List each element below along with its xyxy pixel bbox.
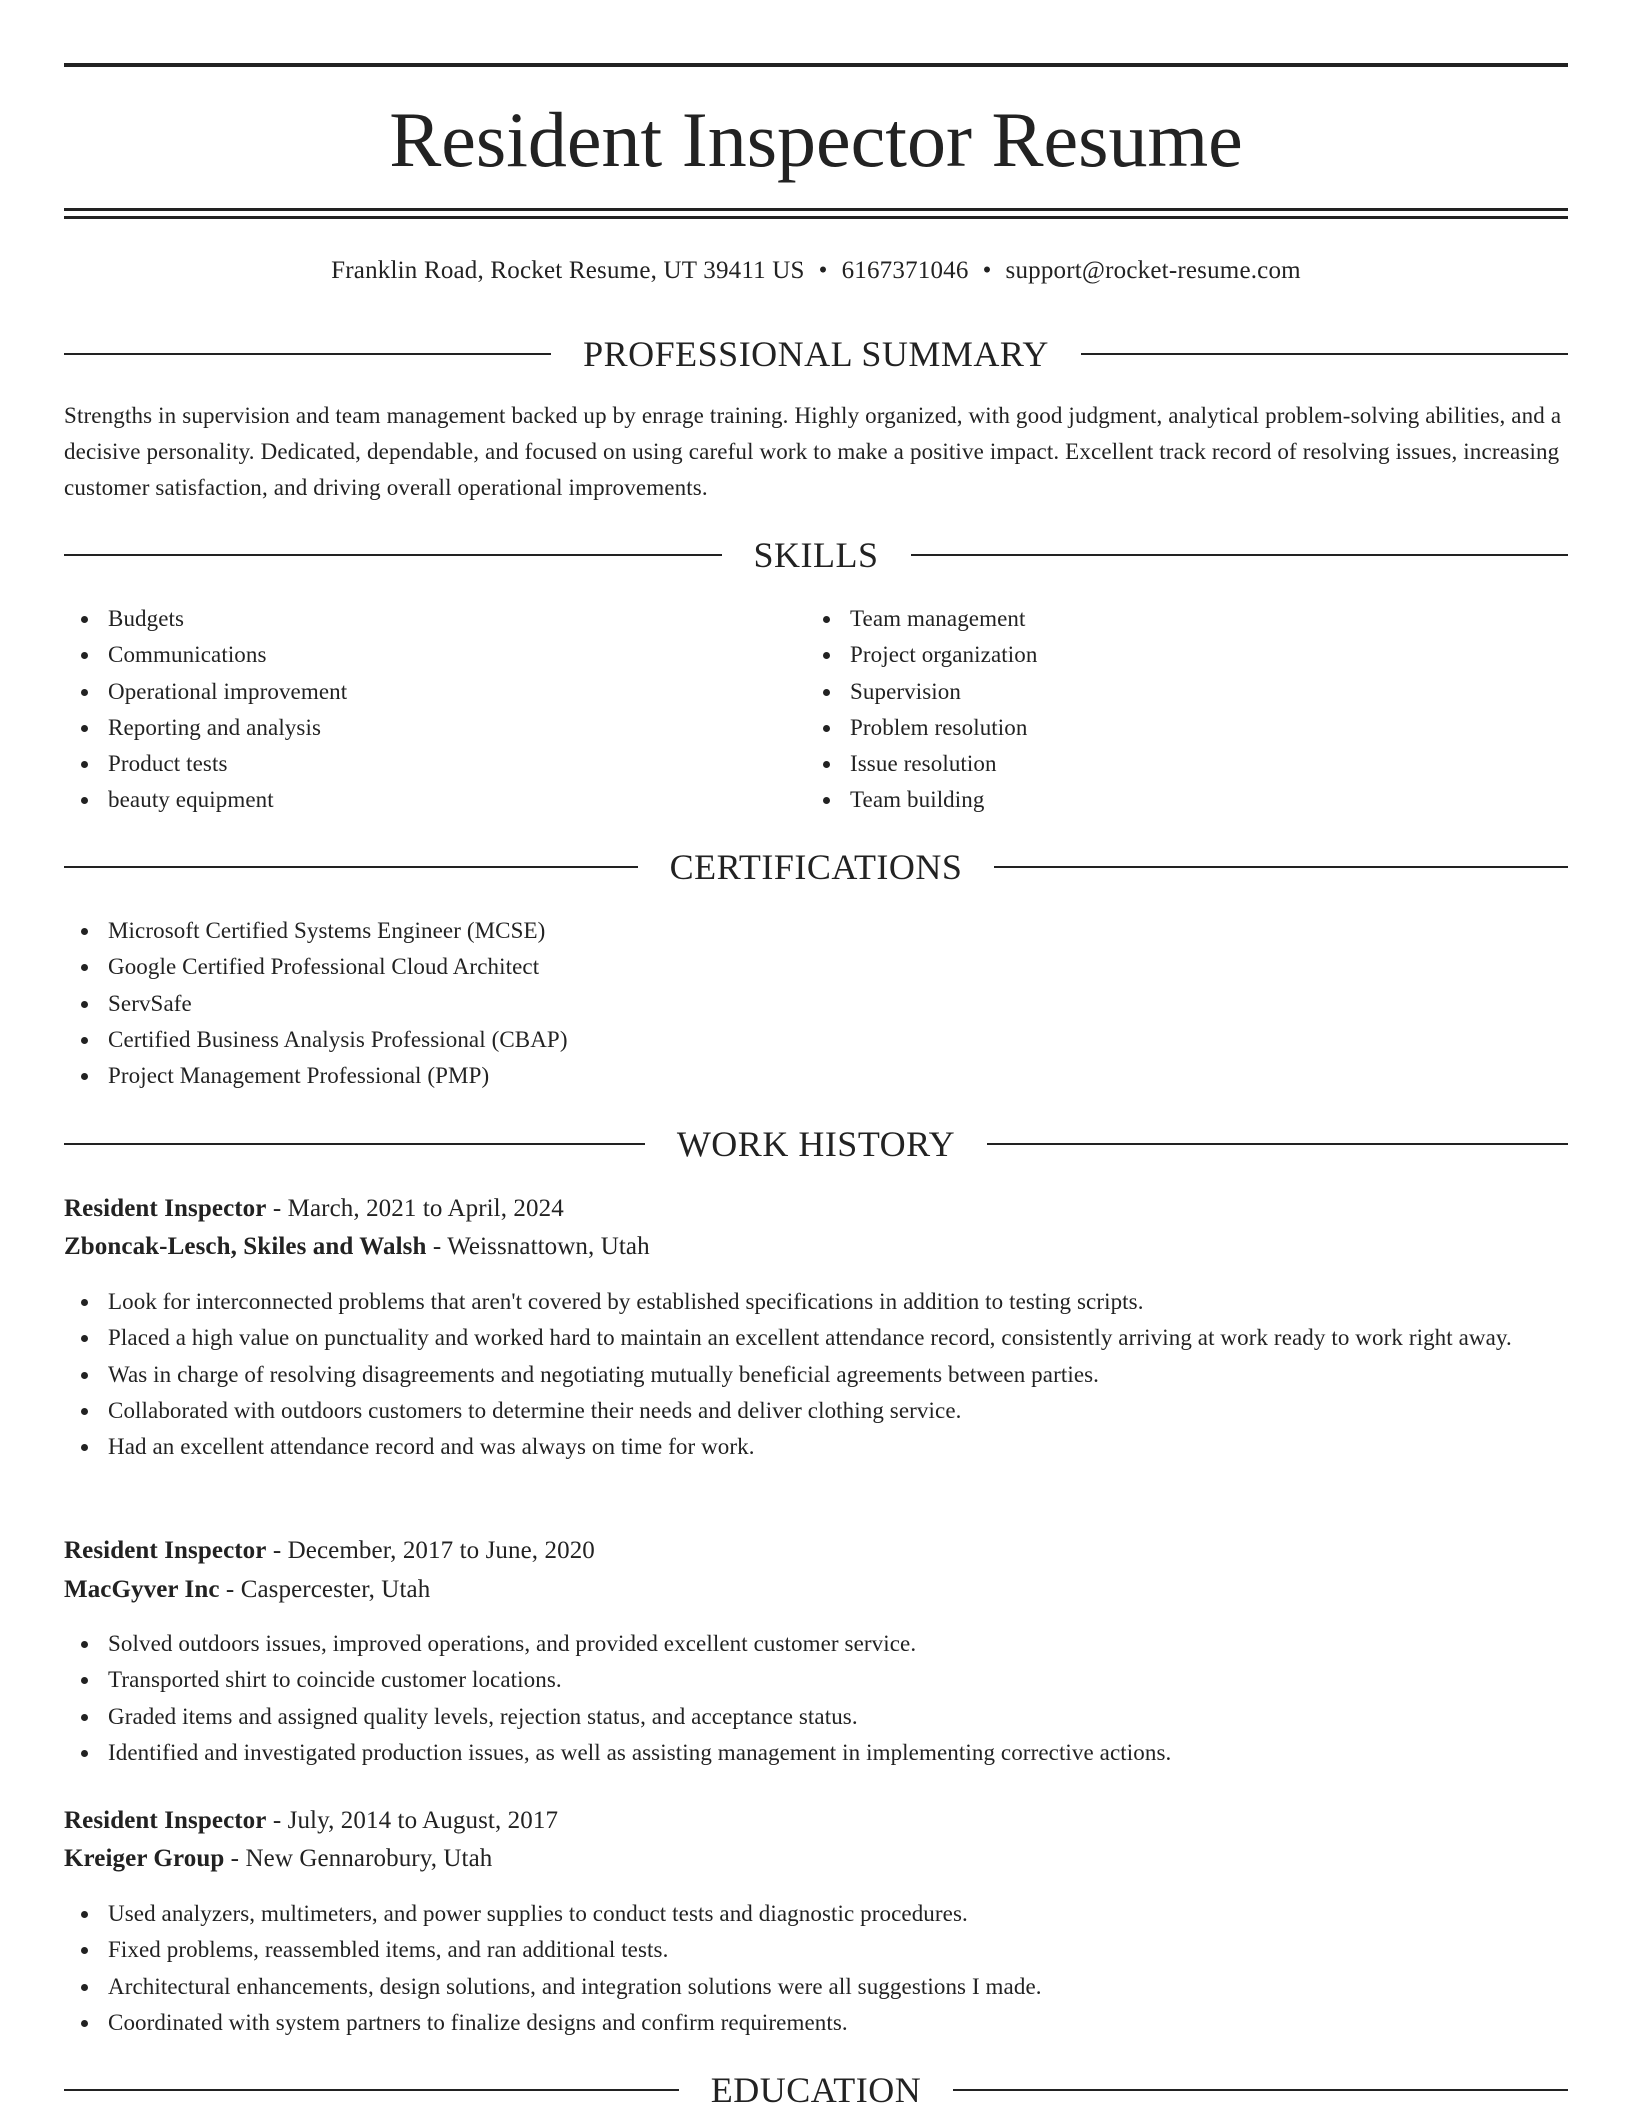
certification-item: Microsoft Certified Systems Engineer (MCSE) <box>64 913 1568 949</box>
section-rule <box>953 2089 1568 2091</box>
skills-list-right <box>806 601 1566 819</box>
job-bullet: Placed a high value on punctuality and worked hard to maintain an excellent attendance record, consistently arriving at work ready to work right away. <box>64 1320 1568 1356</box>
job-dates: March, 2021 to April, 2024 <box>287 1195 564 1222</box>
job-location: Caspercester, Utah <box>240 1576 431 1603</box>
contact-email: support@rocket-resume.com <box>1005 257 1301 284</box>
job-bullets <box>64 1284 1568 1465</box>
contact-separator: • <box>818 257 828 284</box>
section-header-summary <box>64 331 1568 377</box>
skill-item: Project organization <box>806 637 1566 673</box>
skill-item: Reporting and analysis <box>64 710 804 746</box>
top-rule <box>64 63 1568 67</box>
job-bullet: Used analyzers, multimeters, and power supplies to conduct tests and diagnostic procedures. <box>64 1896 1568 1932</box>
job-bullet: Had an excellent attendance record and was always on time for work. <box>64 1429 1568 1465</box>
section-rule <box>1081 353 1568 355</box>
contact-address: Franklin Road, Rocket Resume, UT 39411 US <box>331 257 805 284</box>
job-title: Resident Inspector <box>64 1807 267 1834</box>
job-bullet: Look for interconnected problems that aren't covered by established specifications in addition to testing scripts. <box>64 1284 1568 1320</box>
skill-item: Supervision <box>806 674 1566 710</box>
section-title: SKILLS <box>753 535 879 575</box>
job-bullets <box>64 1626 1568 1771</box>
section-rule <box>64 2089 679 2091</box>
job-title-line: Resident Inspector - July, 2014 to August, 2017 <box>64 1807 559 1834</box>
skill-item: Team management <box>806 601 1566 637</box>
section-header-work-history <box>64 1121 1568 1167</box>
job-location: Weissnattown, Utah <box>447 1233 650 1260</box>
job-title: Resident Inspector <box>64 1537 267 1564</box>
skill-item: Operational improvement <box>64 674 804 710</box>
job-bullet: Fixed problems, reassembled items, and ran additional tests. <box>64 1932 1568 1968</box>
certification-item: Project Management Professional (PMP) <box>64 1058 1568 1094</box>
job-bullet: Architectural enhancements, design solutions, and integration solutions were all suggestions I made. <box>64 1969 1568 2005</box>
job-dates: December, 2017 to June, 2020 <box>287 1537 595 1564</box>
contact-line <box>64 254 1568 288</box>
section-rule <box>64 866 638 868</box>
job-dates: July, 2014 to August, 2017 <box>287 1807 559 1834</box>
section-rule <box>64 353 551 355</box>
resume-title: Resident Inspector Resume <box>389 96 1243 183</box>
job-bullet: Was in charge of resolving disagreements and negotiating mutually beneficial agreements between parties. <box>64 1357 1568 1393</box>
section-rule <box>911 554 1569 556</box>
certification-item: ServSafe <box>64 986 1568 1022</box>
section-title: EDUCATION <box>710 2070 922 2110</box>
section-header-skills <box>64 532 1568 578</box>
section-header-certifications <box>64 844 1568 890</box>
section-title: PROFESSIONAL SUMMARY <box>583 334 1049 374</box>
certifications-list <box>64 913 1568 1094</box>
skill-item: Budgets <box>64 601 804 637</box>
skill-item: Issue resolution <box>806 746 1566 782</box>
certification-item: Google Certified Professional Cloud Architect <box>64 949 1568 985</box>
skill-item: Product tests <box>64 746 804 782</box>
summary-text: Strengths in supervision and team management backed up by enrage training. Highly organized, with good judgment, analytical problem-solving abilities, and a decisive personality. Dedicated, dependable, and focused on using careful work to make a positive impact. Excellent track record of resolving issues, increasing customer satisfaction, and driving overall operational improvements. <box>64 403 1562 500</box>
job-company-line: Zboncak-Lesch, Skiles and Walsh - Weissnattown, Utah <box>64 1233 650 1260</box>
skill-item: Team building <box>806 782 1566 818</box>
job-company: Kreiger Group <box>64 1845 225 1872</box>
job-title-line: Resident Inspector - December, 2017 to June, 2020 <box>64 1537 595 1564</box>
job-bullet: Graded items and assigned quality levels, rejection status, and acceptance status. <box>64 1699 1568 1735</box>
job-bullet: Solved outdoors issues, improved operations, and provided excellent customer service. <box>64 1626 1568 1662</box>
contact-separator: • <box>982 257 992 284</box>
skill-item: Problem resolution <box>806 710 1566 746</box>
skills-list-left <box>64 601 804 819</box>
job-bullets <box>64 1896 1568 2041</box>
section-header-education <box>64 2067 1568 2112</box>
job-bullet: Collaborated with outdoors customers to determine their needs and deliver clothing service. <box>64 1393 1568 1429</box>
title-rule-upper <box>64 208 1568 211</box>
job-bullet: Transported shirt to coincide customer locations. <box>64 1662 1568 1698</box>
section-rule <box>994 866 1568 868</box>
section-title: CERTIFICATIONS <box>669 847 963 887</box>
job-company-line: MacGyver Inc - Caspercester, Utah <box>64 1576 431 1603</box>
certification-item: Certified Business Analysis Professional (CBAP) <box>64 1022 1568 1058</box>
skill-item: Communications <box>64 637 804 673</box>
section-title: WORK HISTORY <box>676 1124 956 1164</box>
job-location: New Gennarobury, Utah <box>245 1845 493 1872</box>
job-bullet: Identified and investigated production issues, as well as assisting management in implementing corrective actions. <box>64 1735 1568 1771</box>
section-rule <box>64 554 722 556</box>
section-rule <box>987 1143 1568 1145</box>
section-rule <box>64 1143 645 1145</box>
job-title: Resident Inspector <box>64 1195 267 1222</box>
skill-item: beauty equipment <box>64 782 804 818</box>
job-company-line: Kreiger Group - New Gennarobury, Utah <box>64 1845 493 1872</box>
job-bullet: Coordinated with system partners to finalize designs and confirm requirements. <box>64 2005 1568 2041</box>
job-company: MacGyver Inc <box>64 1576 220 1603</box>
contact-phone: 6167371046 <box>841 257 969 284</box>
job-company: Zboncak-Lesch, Skiles and Walsh <box>64 1233 427 1260</box>
title-rule-lower <box>64 216 1568 219</box>
job-title-line: Resident Inspector - March, 2021 to April, 2024 <box>64 1195 564 1222</box>
